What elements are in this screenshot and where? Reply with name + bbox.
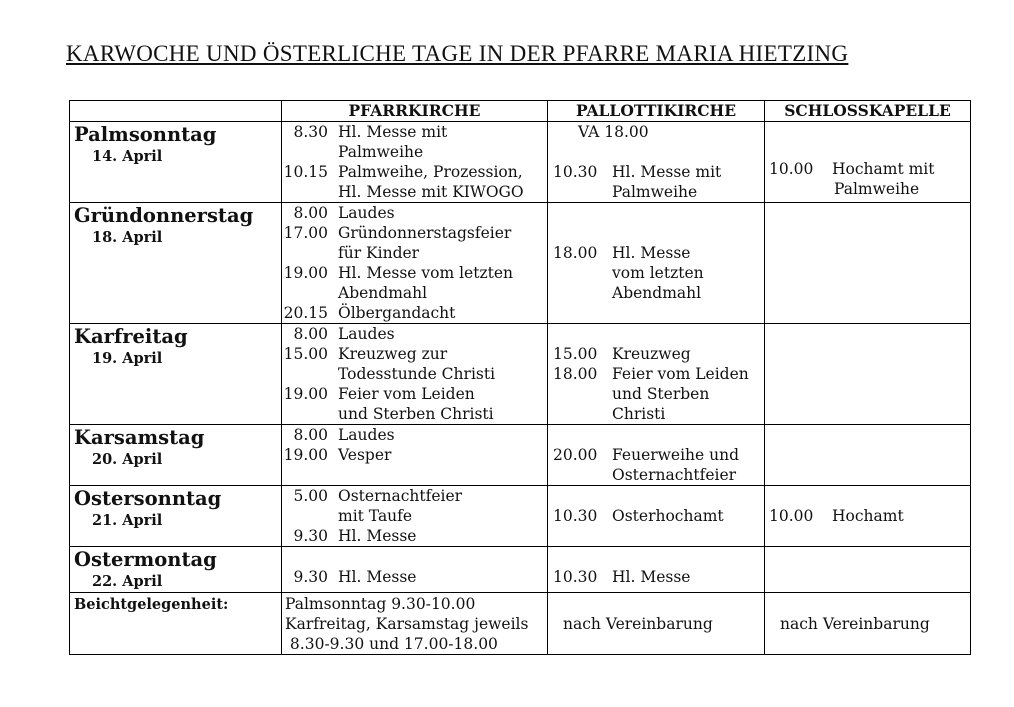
- service-entry: [282, 303, 547, 323]
- service-text: Vesper: [338, 446, 392, 464]
- service-text: Palmweihe: [338, 143, 424, 161]
- header-schlosskapelle: SCHLOSSKAPELLE: [765, 101, 971, 122]
- service-time: 18.00: [553, 244, 598, 262]
- service-text: mit Taufe: [338, 507, 413, 525]
- service-text: für Kinder: [338, 244, 420, 262]
- service-text: vom letzten: [612, 264, 704, 282]
- schlosskapelle-cell: [765, 547, 971, 593]
- service-text: und Sterben Christi: [338, 405, 494, 423]
- service-entry: [765, 159, 970, 199]
- service-time: 20.00: [553, 446, 598, 464]
- service-time: 15.00: [553, 345, 598, 363]
- service-entry: [282, 122, 547, 162]
- pfarrkirche-cell: [282, 122, 548, 203]
- confession-text: Palmsonntag 9.30-10.00: [285, 595, 476, 613]
- confession-text: nach Vereinbarung: [780, 614, 930, 633]
- pfarrkirche-cell: [282, 324, 548, 425]
- service-text: Laudes: [338, 204, 395, 222]
- pfarrkirche-cell: [282, 486, 548, 547]
- pallottikirche-cell: [548, 593, 765, 655]
- schlosskapelle-cell: [765, 593, 971, 655]
- service-text: Feier vom Leiden: [338, 385, 475, 403]
- service-time: 5.00: [293, 487, 328, 505]
- service-entry: [282, 445, 547, 465]
- service-time: 10.00: [769, 160, 814, 178]
- confession-label: Beichtgelegenheit:: [74, 596, 229, 613]
- service-time: 8.00: [293, 426, 328, 444]
- service-entry: [548, 243, 764, 303]
- day-cell: [70, 324, 282, 425]
- day-cell: [70, 203, 282, 324]
- pfarrkirche-cell: [282, 203, 548, 324]
- service-text: Osterhochamt: [612, 507, 724, 525]
- service-text: Palmweihe: [834, 180, 920, 198]
- day-cell: [70, 425, 282, 486]
- service-text: und Sterben: [612, 385, 710, 403]
- day-name: Gründonnerstag: [74, 204, 254, 227]
- service-time: 8.30: [293, 123, 328, 141]
- service-time: 10.30: [553, 568, 598, 586]
- service-entry: [548, 364, 764, 424]
- service-text: Ölbergandacht: [338, 304, 456, 322]
- service-entry: [282, 344, 547, 384]
- schlosskapelle-cell: [765, 122, 971, 203]
- service-time: 10.30: [553, 507, 598, 525]
- schlosskapelle-cell: [765, 324, 971, 425]
- day-date: 19. April: [92, 350, 163, 367]
- service-text: Hochamt mit: [832, 160, 935, 178]
- service-entry: [282, 162, 547, 202]
- service-time: 10.00: [769, 507, 814, 525]
- day-name: Karsamstag: [74, 426, 205, 449]
- day-cell: [70, 547, 282, 593]
- service-text: Hochamt: [832, 507, 904, 525]
- pallottikirche-cell: [548, 547, 765, 593]
- service-time: 8.00: [293, 204, 328, 222]
- service-entry: [282, 567, 547, 587]
- header-row: [70, 101, 971, 122]
- schlosskapelle-cell: [765, 203, 971, 324]
- service-time: 15.00: [283, 345, 328, 363]
- confession-text: 8.30-9.30 und 17.00-18.00: [285, 635, 498, 653]
- service-text: Laudes: [338, 426, 395, 444]
- day-date: 18. April: [92, 229, 163, 246]
- service-entry: [282, 425, 547, 445]
- service-entry: [282, 324, 547, 344]
- service-text: Hl. Messe mit: [338, 123, 448, 141]
- day-date: 14. April: [92, 148, 163, 165]
- day-row-ostersonntag: [70, 486, 971, 547]
- service-time: 19.00: [283, 385, 328, 403]
- service-text: Palmweihe: [612, 183, 698, 201]
- service-text: Christi: [612, 405, 666, 423]
- schlosskapelle-cell: [765, 486, 971, 547]
- service-time: 10.15: [283, 163, 328, 181]
- confession-label-cell: [70, 593, 282, 655]
- service-text: Hl. Messe vom letzten: [338, 264, 514, 282]
- day-row-gruendonnerstag: [70, 203, 971, 324]
- pfarrkirche-cell: [282, 547, 548, 593]
- service-text: Hl. Messe: [612, 568, 691, 586]
- service-entry: [765, 506, 970, 526]
- pallottikirche-cell: [548, 122, 765, 203]
- day-row-ostermontag: [70, 547, 971, 593]
- day-name: Karfreitag: [74, 325, 188, 348]
- day-row-karsamstag: [70, 425, 971, 486]
- service-entry: [548, 344, 764, 364]
- service-text: Hl. Messe mit: [612, 163, 722, 181]
- day-name: Ostersonntag: [74, 487, 222, 510]
- day-row-palmsonntag: [70, 122, 971, 203]
- service-entry: [282, 526, 547, 546]
- service-text: Abendmahl: [338, 284, 428, 302]
- day-name: Palmsonntag: [74, 123, 217, 146]
- service-entry: [282, 203, 547, 223]
- service-entry: [282, 486, 547, 526]
- day-date: 21. April: [92, 512, 163, 529]
- service-entry: [548, 506, 764, 526]
- service-entry: [548, 567, 764, 587]
- service-text: Osternachtfeier: [612, 466, 737, 484]
- service-text: Abendmahl: [612, 284, 702, 302]
- service-text: Hl. Messe mit KIWOGO: [338, 183, 524, 201]
- service-text: Kreuzweg: [612, 345, 691, 363]
- service-text: Osternachtfeier: [338, 487, 463, 505]
- pallottikirche-cell: [548, 425, 765, 486]
- day-row-karfreitag: [70, 324, 971, 425]
- confession-text: nach Vereinbarung: [563, 614, 713, 633]
- schedule-table: [69, 100, 971, 655]
- service-time: 18.00: [553, 365, 598, 383]
- service-time: 9.30: [293, 527, 328, 545]
- confession-row: [70, 593, 971, 655]
- pallottikirche-cell: [548, 486, 765, 547]
- service-text: Hl. Messe: [338, 568, 417, 586]
- service-time: 19.00: [283, 446, 328, 464]
- header-empty: [70, 101, 282, 122]
- schlosskapelle-cell: [765, 425, 971, 486]
- service-text: Hl. Messe: [338, 527, 417, 545]
- service-text: Kreuzweg zur: [338, 345, 448, 363]
- service-entry: [548, 162, 764, 202]
- service-time: 19.00: [283, 264, 328, 282]
- service-time: 9.30: [293, 568, 328, 586]
- pfarrkirche-cell: [282, 593, 548, 655]
- page-title: KARWOCHE UND ÖSTERLICHE TAGE IN DER PFARRE MARIA HIETZING: [66, 41, 849, 66]
- service-entry: [282, 263, 547, 303]
- day-cell: [70, 486, 282, 547]
- service-text: Palmweihe, Prozession,: [338, 163, 523, 181]
- service-text: Hl. Messe: [612, 244, 691, 262]
- service-text: Todesstunde Christi: [338, 365, 496, 383]
- service-text: Feuerweihe und: [612, 446, 740, 464]
- pfarrkirche-cell: [282, 425, 548, 486]
- service-entry: [282, 384, 547, 424]
- vorabend-time: VA 18.00: [578, 123, 649, 141]
- service-time: 8.00: [293, 325, 328, 343]
- day-cell: [70, 122, 282, 203]
- pallottikirche-cell: [548, 203, 765, 324]
- service-text: Gründonnerstagsfeier: [338, 224, 512, 242]
- service-text: Laudes: [338, 325, 395, 343]
- day-date: 20. April: [92, 451, 163, 468]
- header-pfarrkirche: PFARRKIRCHE: [282, 101, 548, 122]
- confession-text: Karfreitag, Karsamstag jeweils: [285, 615, 529, 633]
- day-date: 22. April: [92, 573, 163, 590]
- pallottikirche-cell: [548, 324, 765, 425]
- service-time: 17.00: [283, 224, 328, 242]
- service-time: 10.30: [553, 163, 598, 181]
- day-name: Ostermontag: [74, 548, 217, 571]
- service-text: Feier vom Leiden: [612, 365, 749, 383]
- service-entry: [282, 223, 547, 263]
- header-pallottikirche: PALLOTTIKIRCHE: [548, 101, 765, 122]
- service-time: 20.15: [283, 304, 328, 322]
- service-entry: [548, 445, 764, 485]
